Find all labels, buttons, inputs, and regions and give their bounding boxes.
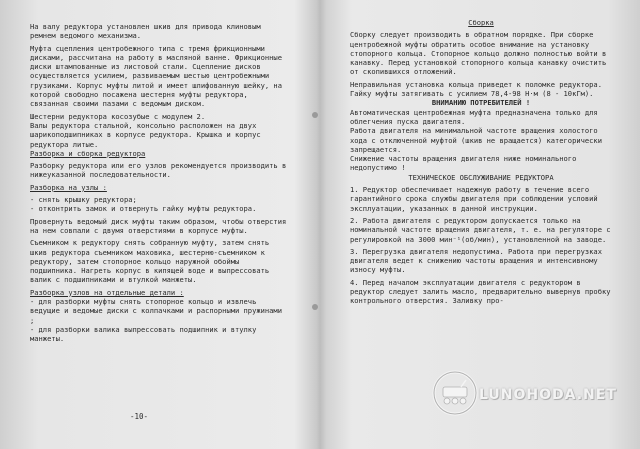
paragraph: 2. Работа двигателя с редуктором допускается только на номинальной частоте вращения двигателя, т. е. на регуляторе с регулировкой на 3000 мин⁻¹(об/мин), установленной на заводе.: [350, 215, 615, 244]
section-heading: Разборка на узлы :: [30, 182, 107, 192]
list-item: - отконтрить замок и отвернуть гайку муфты редуктора.: [30, 204, 257, 214]
section-heading: ВНИМАНИЮ ПОТРЕБИТЕЛЕЙ !: [431, 98, 531, 108]
paragraph: Шестерни редуктора косозубые с модулем 2.: [30, 111, 206, 121]
paragraph: Работа двигателя на минимальной частоте вращения холостого хода с отключенной муфтой (шкив не вращается) категорически запрещается.: [350, 126, 607, 154]
paragraph: 1. Редуктор обеспечивает надежную работу в течение всего гарантийного срока службы двигателя при соблюдении условий эксплуатации, указанных в данной инструкции.: [350, 185, 602, 213]
paragraph: 3. Перегрузка двигателя недопустима. Работа при перегрузках двигателя ведет к снижению частоты вращения и интенсивному износу муфты.: [350, 246, 607, 275]
watermark: [429, 365, 634, 427]
watermark-text: LUNOHODA.NET: [479, 387, 617, 403]
paragraph: Сборку следует производить в обратном порядке. При сборке центробежной муфты обратить особое внимание на установку стопорного кольца. Стопорное кольцо должно полностью войти в канавку. Перед установкой стопорного кольца канавку очистить от скопившихся отложений.: [350, 30, 611, 77]
list-item: - снять крышку редуктора;: [30, 195, 137, 205]
paragraph: Неправильная установка кольца приведет к поломке редуктора.: [350, 79, 602, 89]
section-heading: Разборка и сборка редуктора: [30, 148, 146, 158]
page-number: -10-: [130, 411, 149, 421]
paragraph: Провернуть ведомый диск муфты таким образом, чтобы отверстия на нем совпали с двумя отверстиями в корпусе муфты.: [30, 216, 291, 235]
binding-hole: [312, 304, 318, 310]
paragraph: На валу редуктора установлен шкив для привода клиновым ремнем ведомого механизма.: [30, 22, 265, 41]
binding-hole: [312, 112, 318, 118]
section-heading: Разборка узлов на отдельные детали :: [30, 287, 184, 297]
paragraph: Съемником к редуктору снять собранную муфту, затем снять шкив редуктора съемником маховика, шестерню-съемником к редуктору, затем стопорное кольцо наружной обоймы подшипника. Нагреть корпус в кипящей воде и выпрессовать валик с подшипниками и втулкой манжеты.: [30, 238, 274, 285]
paragraph: Гайку муфты затягивать с усилием 78,4-98 Н·м (8 - 10кГм).: [350, 89, 594, 99]
left-page: [30, 0, 291, 449]
list-item: - для разборки валика выпрессовать подшипник и втулку манжеты.: [30, 324, 261, 344]
paragraph: 4. Перед началом эксплуатации двигателя с редуктором в редуктор следует залить масло, предварительно вывернув пробку контрольного отверстия. Заливку про-: [350, 277, 615, 306]
lunokhod-logo-icon: [431, 369, 479, 417]
section-heading: Сборка: [468, 18, 494, 27]
section-heading: ТЕХНИЧЕСКОЕ ОБСЛУЖИВАНИЕ РЕДУКТОРА: [408, 172, 554, 182]
paragraph: Автоматическая центробежная муфта предназначена только для облегчения пуска двигателя.: [350, 107, 602, 126]
paragraph: Снижение частоты вращения двигателя ниже номинального недопустимо !: [350, 154, 581, 173]
paragraph: Разборку редуктора или его узлов рекомендуется производить в нижеуказанной последовательности.: [30, 161, 291, 180]
paragraph: Муфта сцепления центробежного типа с тремя фрикционными дисками, рассчитана на работу в масляной ванне. Фрикционные диски штампованные из листовой стали. Сцепление дисков осуществляется усилием, развиваемым шестью центробежными грузиками. Корпус муфты литой и имеет шлифованную шейку, на которой свободно посажена шестерня муфты редуктора, связанная своими пазами с ведомым диском.: [30, 43, 287, 109]
paragraph: Валы редуктора стальной, консольно расположен на двух шарикоподшипниках в корпусе редуктора. Крышка и корпус редуктора литые.: [30, 120, 265, 149]
list-item: - для разборки муфты снять стопорное кольцо и извлечь ведущие и ведомые диски с колпачками и распорными пружинами ;: [30, 297, 287, 325]
